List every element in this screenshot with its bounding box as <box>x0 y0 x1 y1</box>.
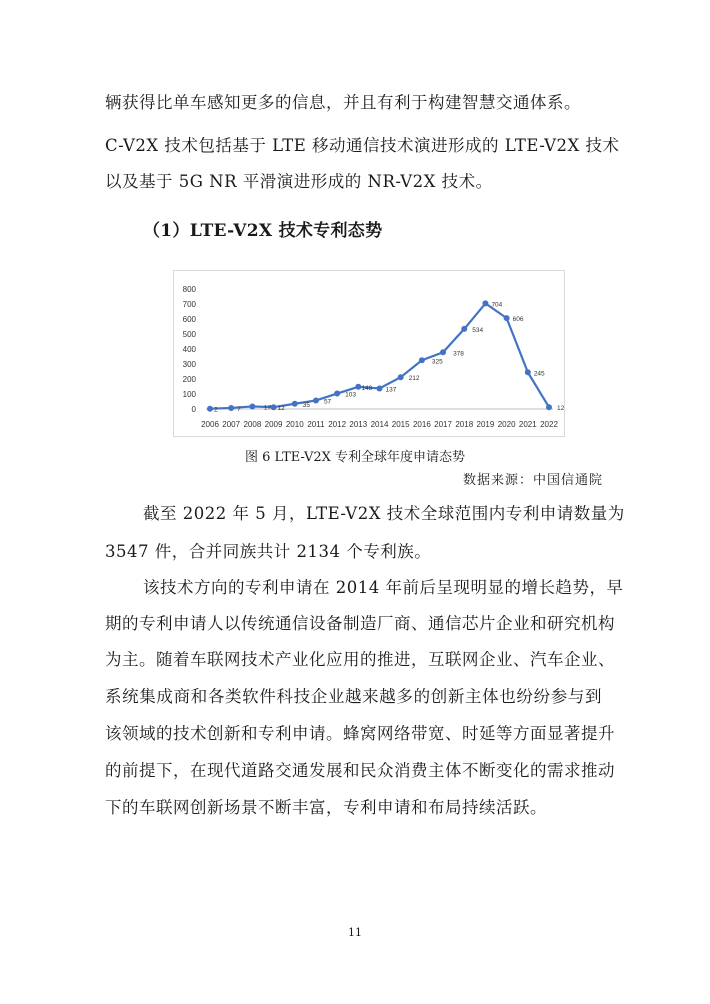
data-label: 137 <box>385 386 397 394</box>
data-label: 2 <box>214 406 218 414</box>
data-point <box>440 349 446 355</box>
data-point <box>504 315 510 321</box>
data-label: 704 <box>491 301 503 309</box>
data-label: 212 <box>408 375 420 383</box>
body-text-line: C-V2X 技术包括基于 LTE 移动通信技术演进形成的 LTE-V2X 技术 <box>105 136 620 155</box>
paragraph-line: 期的专利申请人以传统通信设备制造厂商、通信芯片企业和研究机构 <box>105 614 615 633</box>
x-tick-label: 2016 <box>412 420 431 429</box>
y-tick-label: 300 <box>182 360 196 369</box>
paragraph-line: 的前提下，在现代道路交通发展和民众消费主体不断变化的需求推动 <box>105 761 615 780</box>
data-label: 148 <box>361 384 373 392</box>
y-tick-label: 500 <box>182 330 196 339</box>
x-tick-label: 2021 <box>518 420 537 429</box>
x-tick-label: 2012 <box>328 420 347 429</box>
x-tick-label: 2008 <box>243 420 262 429</box>
data-label: 378 <box>453 350 464 358</box>
figure-source: 数据来源：中国信通院 <box>462 473 603 488</box>
data-label: 57 <box>323 398 332 406</box>
y-tick-label: 100 <box>182 390 196 399</box>
paragraph-line: 该技术方向的专利申请在 2014 年前后呈现明显的增长趋势，早 <box>143 578 624 597</box>
x-tick-label: 2018 <box>455 420 474 429</box>
patent-trend-chart <box>173 270 565 437</box>
x-tick-label: 2010 <box>285 420 304 429</box>
y-tick-label: 0 <box>191 405 196 414</box>
series-line <box>210 303 549 408</box>
x-tick-label: 2014 <box>370 420 389 429</box>
y-tick-label: 600 <box>182 315 196 324</box>
x-tick-label: 2017 <box>434 420 452 429</box>
x-tick-label: 2019 <box>476 420 495 429</box>
data-point <box>249 403 255 409</box>
body-text-line: 以及基于 5G NR 平滑演进形成的 NR-V2X 技术。 <box>105 172 493 191</box>
data-label: 17 <box>263 404 272 412</box>
data-label: 35 <box>302 401 310 409</box>
x-tick-label: 2006 <box>201 420 219 429</box>
data-point <box>228 405 234 411</box>
data-point <box>207 406 213 412</box>
data-point <box>292 401 298 407</box>
data-point <box>461 326 467 332</box>
data-point <box>334 391 340 397</box>
x-tick-label: 2020 <box>497 420 516 429</box>
paragraph-line: 截至 2022 年 5 月，LTE-V2X 技术全球范围内专利申请数量为 <box>143 504 625 523</box>
paragraph-line: 下的车联网创新场景不断丰富，专利申请和布局持续活跃。 <box>105 798 547 817</box>
data-point <box>398 374 404 380</box>
x-tick-label: 2009 <box>264 420 283 429</box>
y-tick-label: 400 <box>182 345 196 354</box>
data-label: 12 <box>277 405 285 413</box>
data-point <box>419 357 425 363</box>
data-label: 12 <box>557 405 564 413</box>
y-tick-label: 800 <box>182 285 196 294</box>
paragraph-line: 系统集成商和各类软件科技企业越来越多的创新主体也纷纷参与到 <box>105 687 602 706</box>
data-point <box>546 404 552 410</box>
section-heading: （1）LTE-V2X 技术专利态势 <box>143 221 383 241</box>
data-label: 325 <box>431 358 443 366</box>
data-label: 606 <box>512 316 524 324</box>
paragraph-line: 3547 件，合并同族共计 2134 个专利族。 <box>105 542 432 561</box>
x-tick-label: 2015 <box>391 420 410 429</box>
y-tick-label: 700 <box>182 300 196 309</box>
x-tick-label: 2011 <box>307 420 325 429</box>
x-tick-label: 2007 <box>222 420 241 429</box>
body-text-line: 辆获得比单车感知更多的信息，并且有利于构建智慧交通体系。 <box>105 93 581 112</box>
data-point <box>525 369 531 375</box>
data-label: 7 <box>237 405 241 413</box>
data-point <box>313 397 319 403</box>
data-label: 534 <box>472 326 484 334</box>
y-tick-label: 200 <box>182 375 196 384</box>
data-label: 245 <box>533 370 545 378</box>
paragraph-line: 为主。随着车联网技术产业化应用的推进，互联网企业、汽车企业、 <box>105 650 615 669</box>
page-number: 11 <box>348 926 362 939</box>
paragraph-line: 该领域的技术创新和专利申请。蜂窝网络带宽、时延等方面显著提升 <box>105 724 615 743</box>
data-point <box>482 300 488 306</box>
x-tick-label: 2022 <box>540 420 558 429</box>
data-point <box>377 385 383 391</box>
figure-caption: 图 6 LTE-V2X 专利全球年度申请态势 <box>244 450 465 465</box>
x-tick-label: 2013 <box>349 420 368 429</box>
data-point <box>271 404 277 410</box>
data-label: 103 <box>345 391 356 399</box>
chart-svg <box>174 271 564 436</box>
